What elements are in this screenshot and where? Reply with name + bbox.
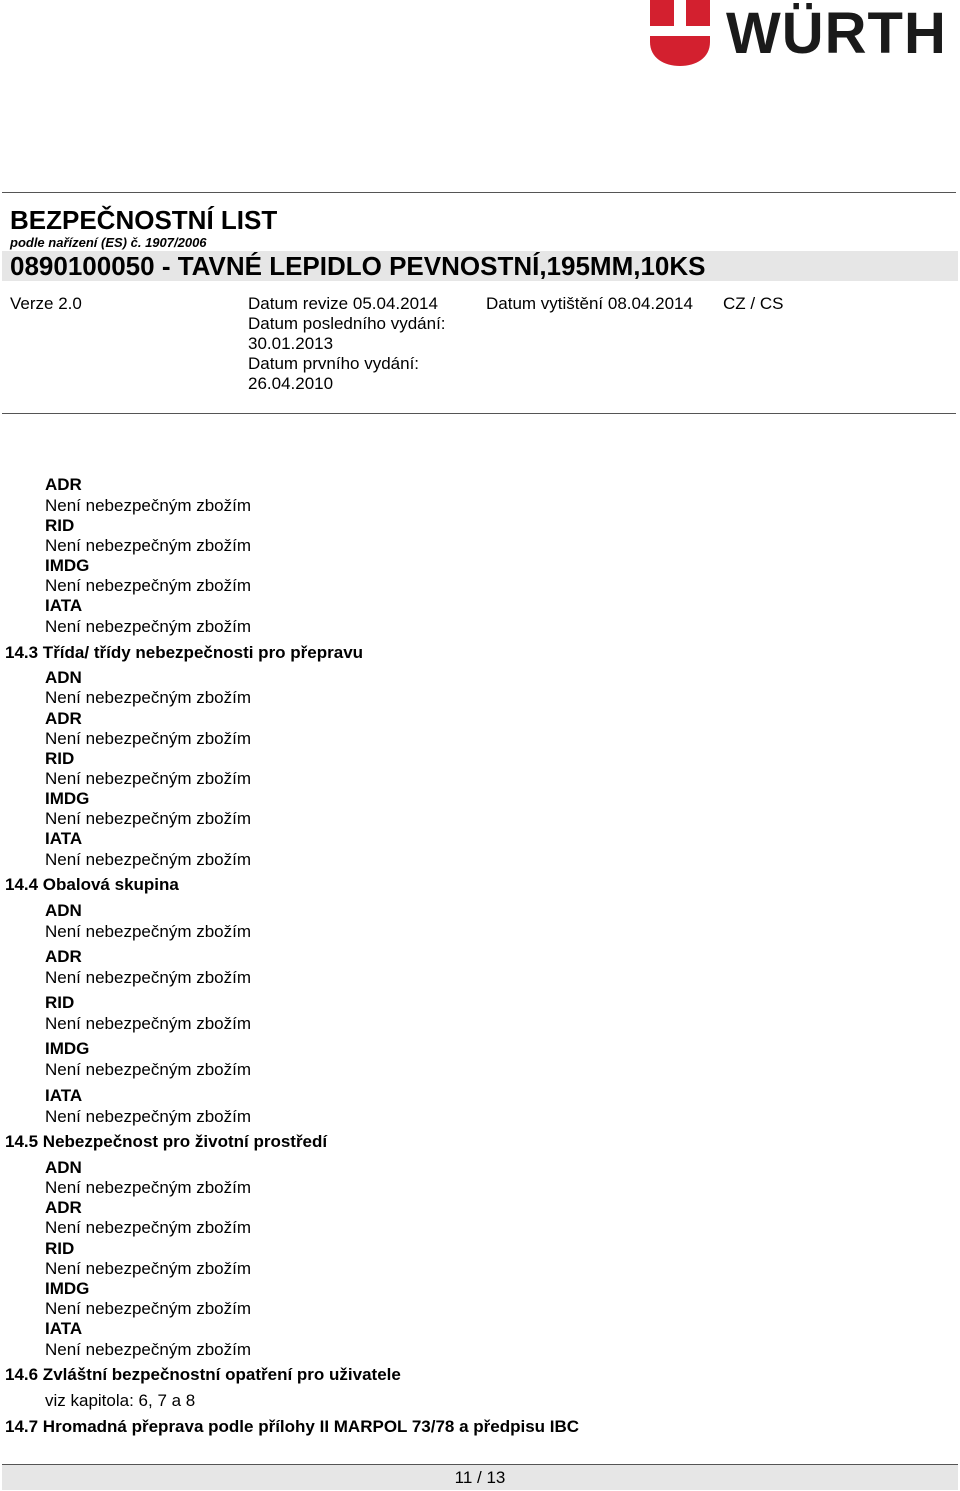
section-heading: 14.5 Nebezpečnost pro životní prostředí: [5, 1132, 328, 1151]
transport-value: Není nebezpečným zbožím: [45, 809, 251, 828]
transport-value: Není nebezpečným zbožím: [45, 1107, 251, 1126]
document-subtitle: podle nařízení (ES) č. 1907/2006: [10, 235, 207, 250]
header-divider-bottom: [2, 413, 956, 414]
product-name: 0890100050 - TAVNÉ LEPIDLO PEVNOSTNÍ,195MM,10KS: [10, 251, 706, 281]
version: Verze 2.0: [10, 294, 82, 313]
page-number: 11 / 13: [454, 1468, 506, 1487]
document-title: BEZPEČNOSTNÍ LIST: [10, 205, 278, 235]
transport-value: Není nebezpečným zbožím: [45, 576, 251, 595]
locale: CZ / CS: [723, 294, 784, 313]
transport-mode-label: ADN: [45, 1158, 82, 1177]
section-heading: 14.7 Hromadná přeprava podle přílohy II MARPOL 73/78 a předpisu IBC: [5, 1417, 580, 1436]
transport-value: Není nebezpečným zbožím: [45, 1340, 251, 1359]
transport-mode-label: IATA: [45, 1086, 83, 1105]
transport-value: Není nebezpečným zbožím: [45, 1259, 251, 1278]
transport-mode-label: IATA: [45, 829, 83, 848]
section-heading: 14.6 Zvláštní bezpečnostní opatření pro uživatele: [5, 1365, 401, 1384]
print-date: Datum vytištění 08.04.2014: [486, 294, 693, 313]
transport-mode-label: IMDG: [45, 789, 90, 808]
section-heading: 14.3 Třída/ třídy nebezpečnosti pro přepravu: [5, 643, 364, 662]
product-bar: [2, 251, 958, 281]
transport-mode-label: RID: [45, 749, 75, 768]
transport-value: Není nebezpečným zbožím: [45, 536, 251, 555]
transport-mode-label: IMDG: [45, 1039, 90, 1058]
section-heading: 14.4 Obalová skupina: [5, 875, 179, 894]
transport-value: Není nebezpečným zbožím: [45, 496, 251, 515]
transport-mode-label: RID: [45, 993, 75, 1012]
transport-mode-label: IATA: [45, 1319, 83, 1338]
transport-mode-label: ADN: [45, 901, 82, 920]
first-issue-date: 26.04.2010: [248, 374, 334, 393]
transport-mode-label: ADR: [45, 709, 82, 728]
transport-value: Není nebezpečným zbožím: [45, 968, 251, 987]
last-issue-date: 30.01.2013: [248, 334, 334, 353]
transport-value: Není nebezpečným zbožím: [45, 1060, 251, 1079]
wurth-logo: [648, 0, 958, 70]
transport-mode-label: IMDG: [45, 556, 90, 575]
transport-mode-label: RID: [45, 516, 75, 535]
transport-value: Není nebezpečným zbožím: [45, 922, 251, 941]
transport-value: Není nebezpečným zbožím: [45, 769, 251, 788]
first-issue-label: Datum prvního vydání:: [248, 354, 420, 373]
transport-value: Není nebezpečným zbožím: [45, 688, 251, 707]
transport-value: Není nebezpečným zbožím: [45, 1218, 251, 1237]
transport-mode-label: IATA: [45, 596, 83, 615]
last-issue-label: Datum posledního vydání:: [248, 314, 446, 333]
transport-value: Není nebezpečným zbožím: [45, 729, 251, 748]
transport-mode-label: ADR: [45, 475, 82, 494]
wurth-wordmark: WÜRTH: [726, 1, 947, 66]
transport-value: Není nebezpečným zbožím: [45, 850, 251, 869]
transport-mode-label: ADN: [45, 668, 82, 687]
revision-date: Datum revize 05.04.2014: [248, 294, 438, 313]
transport-mode-label: RID: [45, 1239, 75, 1258]
transport-value: Není nebezpečným zbožím: [45, 617, 251, 636]
header-divider-top: [2, 192, 956, 193]
transport-value: Není nebezpečným zbožím: [45, 1299, 251, 1318]
transport-value: viz kapitola: 6, 7 a 8: [45, 1391, 196, 1410]
footer-bar: [2, 1464, 958, 1490]
transport-value: Není nebezpečným zbožím: [45, 1014, 251, 1033]
transport-mode-label: IMDG: [45, 1279, 90, 1298]
transport-mode-label: ADR: [45, 1198, 82, 1217]
transport-mode-label: ADR: [45, 947, 82, 966]
wurth-logo-mark: [648, 0, 718, 68]
transport-value: Není nebezpečným zbožím: [45, 1178, 251, 1197]
